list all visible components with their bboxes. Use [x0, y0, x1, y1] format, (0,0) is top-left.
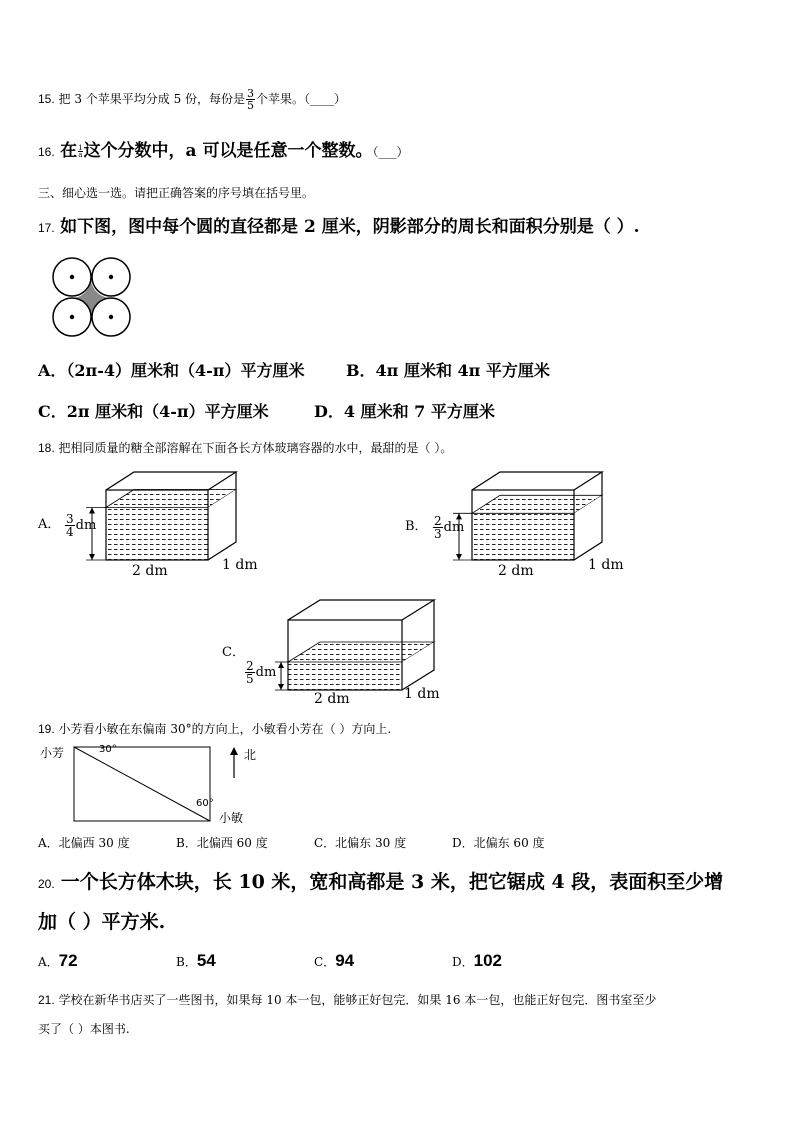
fraction-numerator: 3: [247, 87, 255, 100]
question-number: 20.: [38, 877, 55, 891]
question-number: 19.: [38, 722, 55, 736]
water-front: [288, 662, 402, 690]
water-front: [106, 508, 208, 561]
fraction: [246, 88, 255, 111]
fraction-denominator: 3: [434, 527, 442, 541]
option-value: 94: [335, 951, 355, 970]
question-number: 16.: [38, 145, 55, 159]
arrow-head: [278, 684, 284, 690]
question-number: 18.: [38, 441, 55, 455]
question-16: [38, 136, 409, 161]
question-text-end: 这个分数中，a 可以是任意一个整数。: [83, 141, 373, 161]
option-value: 72: [58, 951, 78, 970]
container-a-width: 1 dm: [222, 557, 258, 573]
container-c: [275, 600, 434, 690]
container-c-length: 2 dm: [314, 691, 350, 707]
container-top-edge: [288, 600, 434, 620]
option-d: D．北偏东 60 度: [452, 836, 545, 850]
container-a: [86, 472, 236, 560]
option-label: D．: [452, 955, 474, 969]
container-c-width: 1 dm: [404, 686, 440, 702]
question-19: [38, 720, 391, 737]
angle-30: 30°: [99, 744, 117, 755]
container-b-label: B．: [405, 519, 428, 534]
option-c: C．北偏东 30 度: [314, 836, 407, 850]
question-text: 把相同质量的糖全部溶解在下面各长方体玻璃容器的水中，最甜的是（ ）。: [58, 441, 453, 455]
option-b: B．北偏西 60 度: [176, 836, 268, 850]
container-b-width: 1 dm: [588, 557, 624, 573]
height-unit: dm: [443, 520, 465, 535]
fraction-numerator: 1: [78, 143, 83, 152]
question-20-line-2: 加（ ）平方米.: [38, 911, 166, 933]
label-xiaofang: 小芳: [40, 746, 65, 760]
question-text: 把 3 个苹果平均分成 5 份，每份是: [58, 92, 246, 106]
option-d: D．4 厘米和 7 平方厘米: [314, 402, 495, 421]
containers-figure: [0, 462, 794, 712]
option-value: 54: [196, 951, 216, 970]
fraction-denominator: a: [78, 151, 83, 159]
option-c: C．2π 厘米和（4-π）平方厘米: [38, 402, 269, 421]
fraction: [78, 145, 82, 159]
option-label: A．: [38, 955, 59, 969]
option-a: A．北偏西 30 度: [38, 836, 130, 850]
section-heading: 三、细心选一选。请把正确答案的序号填在括号里。: [38, 186, 315, 200]
question-21-line-2: 买了（ ）本图书.: [38, 1022, 130, 1036]
question-number: 17.: [38, 221, 55, 235]
fraction-numerator: 2: [434, 514, 442, 528]
container-c-height: [244, 660, 276, 685]
question-17: [38, 212, 640, 237]
question-18: [38, 439, 452, 456]
container-a-length: 2 dm: [132, 563, 168, 579]
fraction-denominator: 4: [66, 525, 74, 539]
water-front: [472, 513, 574, 560]
angle-60: 60°: [196, 798, 214, 809]
question-20: [38, 867, 723, 894]
arrow-head: [278, 662, 284, 668]
option-a: [38, 951, 78, 971]
fraction-numerator: 2: [246, 659, 254, 673]
option-label: B．: [176, 955, 197, 969]
option-d: [452, 951, 502, 971]
question-number: 15.: [38, 92, 55, 106]
label-xiaomin: 小敏: [219, 811, 244, 825]
north-arrow-head: [230, 747, 238, 755]
center-dot: [70, 315, 74, 319]
height-unit: dm: [255, 665, 277, 680]
container-a-height: [64, 513, 96, 538]
container-b-length: 2 dm: [498, 563, 534, 579]
question-text: 在: [60, 141, 78, 161]
question-number: 21.: [38, 993, 55, 1007]
center-dot: [70, 275, 74, 279]
question-text: 一个长方体木块，长 10 米，宽和高都是 3 米，把它锯成 4 段，表面积至少增: [60, 871, 724, 893]
question-text: 小芳看小敏在东偏南 30°的方向上，小敏看小芳在（ ）方向上.: [58, 722, 392, 736]
arrow-head: [456, 554, 462, 560]
fraction-denominator: 5: [247, 99, 255, 112]
option-b: B．4π 厘米和 4π 平方厘米: [346, 361, 550, 380]
option-b: [176, 951, 216, 971]
label-north: 北: [244, 748, 257, 762]
answer-blank: （___）: [372, 145, 409, 159]
fraction-numerator: 3: [66, 512, 74, 526]
question-21: [38, 991, 656, 1008]
container-b-height: [432, 515, 464, 540]
option-label: C．: [314, 955, 336, 969]
option-value: 102: [473, 951, 502, 970]
center-dot: [109, 315, 113, 319]
question-text-end: 个苹果。（____）: [256, 92, 347, 106]
container-a-label: A．: [38, 517, 61, 532]
container-top-edge: [106, 472, 236, 490]
option-c: [314, 951, 354, 971]
question-text: 如下图，图中每个圆的直径都是 2 厘米，阴影部分的周长和面积分别是（ ）.: [60, 217, 640, 237]
arrow-head: [89, 554, 95, 560]
four-circles-figure: [50, 256, 136, 342]
question-text: 学校在新华书店买了一些图书，如果每 10 本一包，能够正好包完．如果 16 本一包，也能正好包完．图书室至少: [58, 993, 657, 1007]
container-c-label: C．: [222, 645, 245, 660]
center-dot: [109, 275, 113, 279]
height-unit: dm: [75, 518, 97, 533]
sightline: [74, 747, 210, 821]
container-top-edge: [472, 472, 602, 490]
fraction-denominator: 5: [246, 672, 254, 686]
container-b: [453, 472, 602, 560]
option-a: A．（2π-4）厘米和（4-π）平方厘米: [38, 361, 305, 380]
question-15: [38, 88, 346, 111]
